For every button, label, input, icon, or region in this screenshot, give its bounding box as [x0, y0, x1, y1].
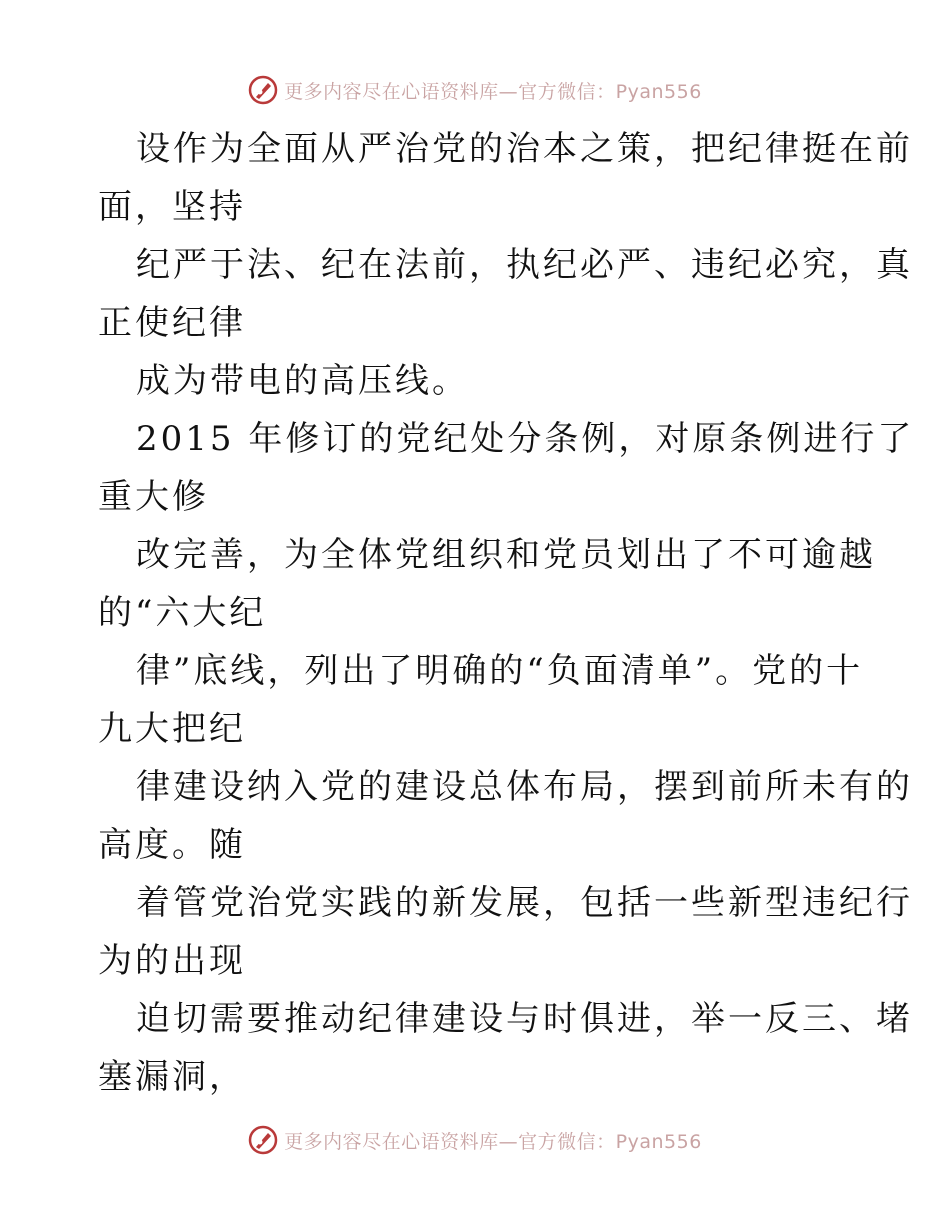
text-line: 重大修	[98, 477, 209, 517]
text-line: 律建设纳入党的建设总体布局，摆到前所未有的	[136, 767, 913, 807]
banner-wechat-text: 官方微信：Pyan556	[518, 80, 702, 103]
text-line: 2015 年修订的党纪处分条例，对原条例进行了	[136, 419, 915, 459]
text-line: 纪严于法、纪在法前，执纪必严、违纪必究，真	[136, 245, 913, 285]
text-line: 改完善，为全体党组织和党员划出了不可逾越	[136, 535, 876, 575]
text-line: 正使纪律	[98, 303, 246, 343]
quill-logo-icon	[248, 1125, 278, 1155]
text-line: 的“六大纪	[98, 593, 267, 633]
text-line: 面，坚持	[98, 187, 246, 227]
text-line: 高度。随	[98, 825, 246, 865]
text-line: 九大把纪	[98, 709, 246, 749]
footer-main-text: 更多内容尽在心语资料库—	[284, 1130, 519, 1153]
banner-text	[284, 77, 702, 104]
text-line: 律”底线，列出了明确的“负面清单”。党的十	[136, 651, 864, 691]
text-line: 成为带电的高压线。	[136, 361, 469, 401]
text-line: 着管党治党实践的新发展，包括一些新型违纪行	[136, 883, 913, 923]
text-line: 塞漏洞，	[98, 1057, 246, 1097]
text-line: 设作为全面从严治党的治本之策，把纪律挺在前	[136, 129, 913, 169]
document-body	[98, 120, 915, 1106]
quill-logo-icon	[248, 75, 278, 105]
footer-banner-text	[284, 1127, 702, 1154]
banner-main-text: 更多内容尽在心语资料库—	[284, 80, 519, 103]
footer-banner	[0, 1120, 950, 1160]
footer-wechat-text: 官方微信：Pyan556	[518, 1130, 702, 1153]
text-line: 迫切需要推动纪律建设与时俱进，举一反三、堵	[136, 999, 913, 1039]
header-banner	[0, 70, 950, 110]
text-line: 为的出现	[98, 941, 246, 981]
